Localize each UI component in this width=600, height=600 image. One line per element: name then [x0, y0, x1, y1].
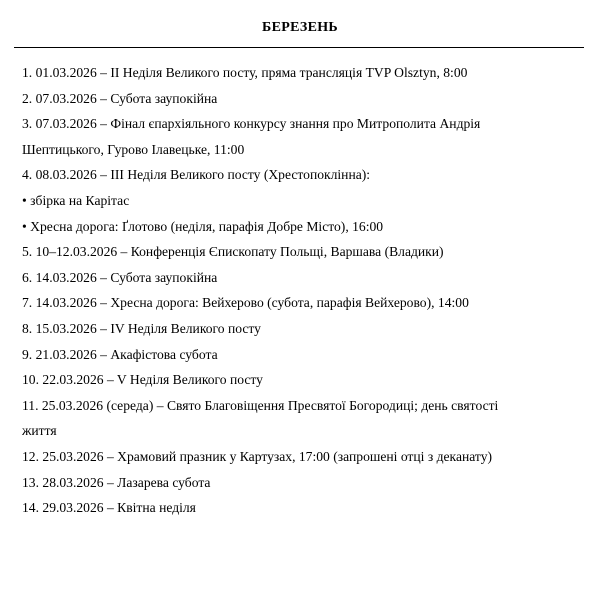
list-item-10: 10. 22.03.2026 – V Неділя Великого посту: [22, 372, 263, 388]
list-item-1: 1. 01.03.2026 – II Неділя Великого посту, пряма трансляція TVP Olsztyn, 8:00: [22, 65, 468, 80]
list-subitem-caritas: • збірка на Карітас: [22, 192, 130, 208]
list-item-6: 6. 14.03.2026 – Субота заупокійна: [22, 269, 218, 285]
list-item-12: 12. 25.03.2026 – Храмовий празник у Картузах, 17:00 (запрошені отці з деканату): [22, 448, 493, 464]
page-title: БЕРЕЗЕНЬ: [262, 20, 338, 35]
divider: [14, 47, 584, 48]
list-item-8: 8. 15.03.2026 – IV Неділя Великого посту: [22, 320, 261, 336]
list-item-3-continuation: Шептицького, Гурово Ілавецьке, 11:00: [22, 141, 245, 157]
list-item-7: 7. 14.03.2026 – Хресна дорога: Вейхерово (субота, парафія Вейхерово), 14:00: [22, 295, 469, 311]
list-item-2: 2. 07.03.2026 – Субота заупокійна: [22, 90, 218, 106]
list-item-3: 3. 07.03.2026 – Фінал єпархіяльного конкурсу знання про Митрополита Андрія: [22, 116, 481, 132]
list-item-11-continuation: життя: [22, 423, 57, 439]
event-list: [22, 60, 582, 521]
list-item-13: 13. 28.03.2026 – Лазарева субота: [22, 474, 211, 490]
list-item-4: 4. 08.03.2026 – III Неділя Великого посту (Хрестопоклінна):: [22, 167, 371, 183]
list-item-14: 14. 29.03.2026 – Квітна неділя: [22, 500, 196, 516]
list-item-5: 5. 10–12.03.2026 – Конференція Єпископату Польщі, Варшава (Владики): [22, 244, 444, 260]
list-item-9: 9. 21.03.2026 – Акафістова субота: [22, 346, 218, 362]
list-item-11: 11. 25.03.2026 (середа) – Свято Благовіщення Пресвятої Богородиці; день святості: [22, 397, 499, 413]
list-subitem-way-of-cross: • Хресна дорога: Ґлотово (неділя, парафія Добре Місто), 16:00: [22, 218, 384, 234]
